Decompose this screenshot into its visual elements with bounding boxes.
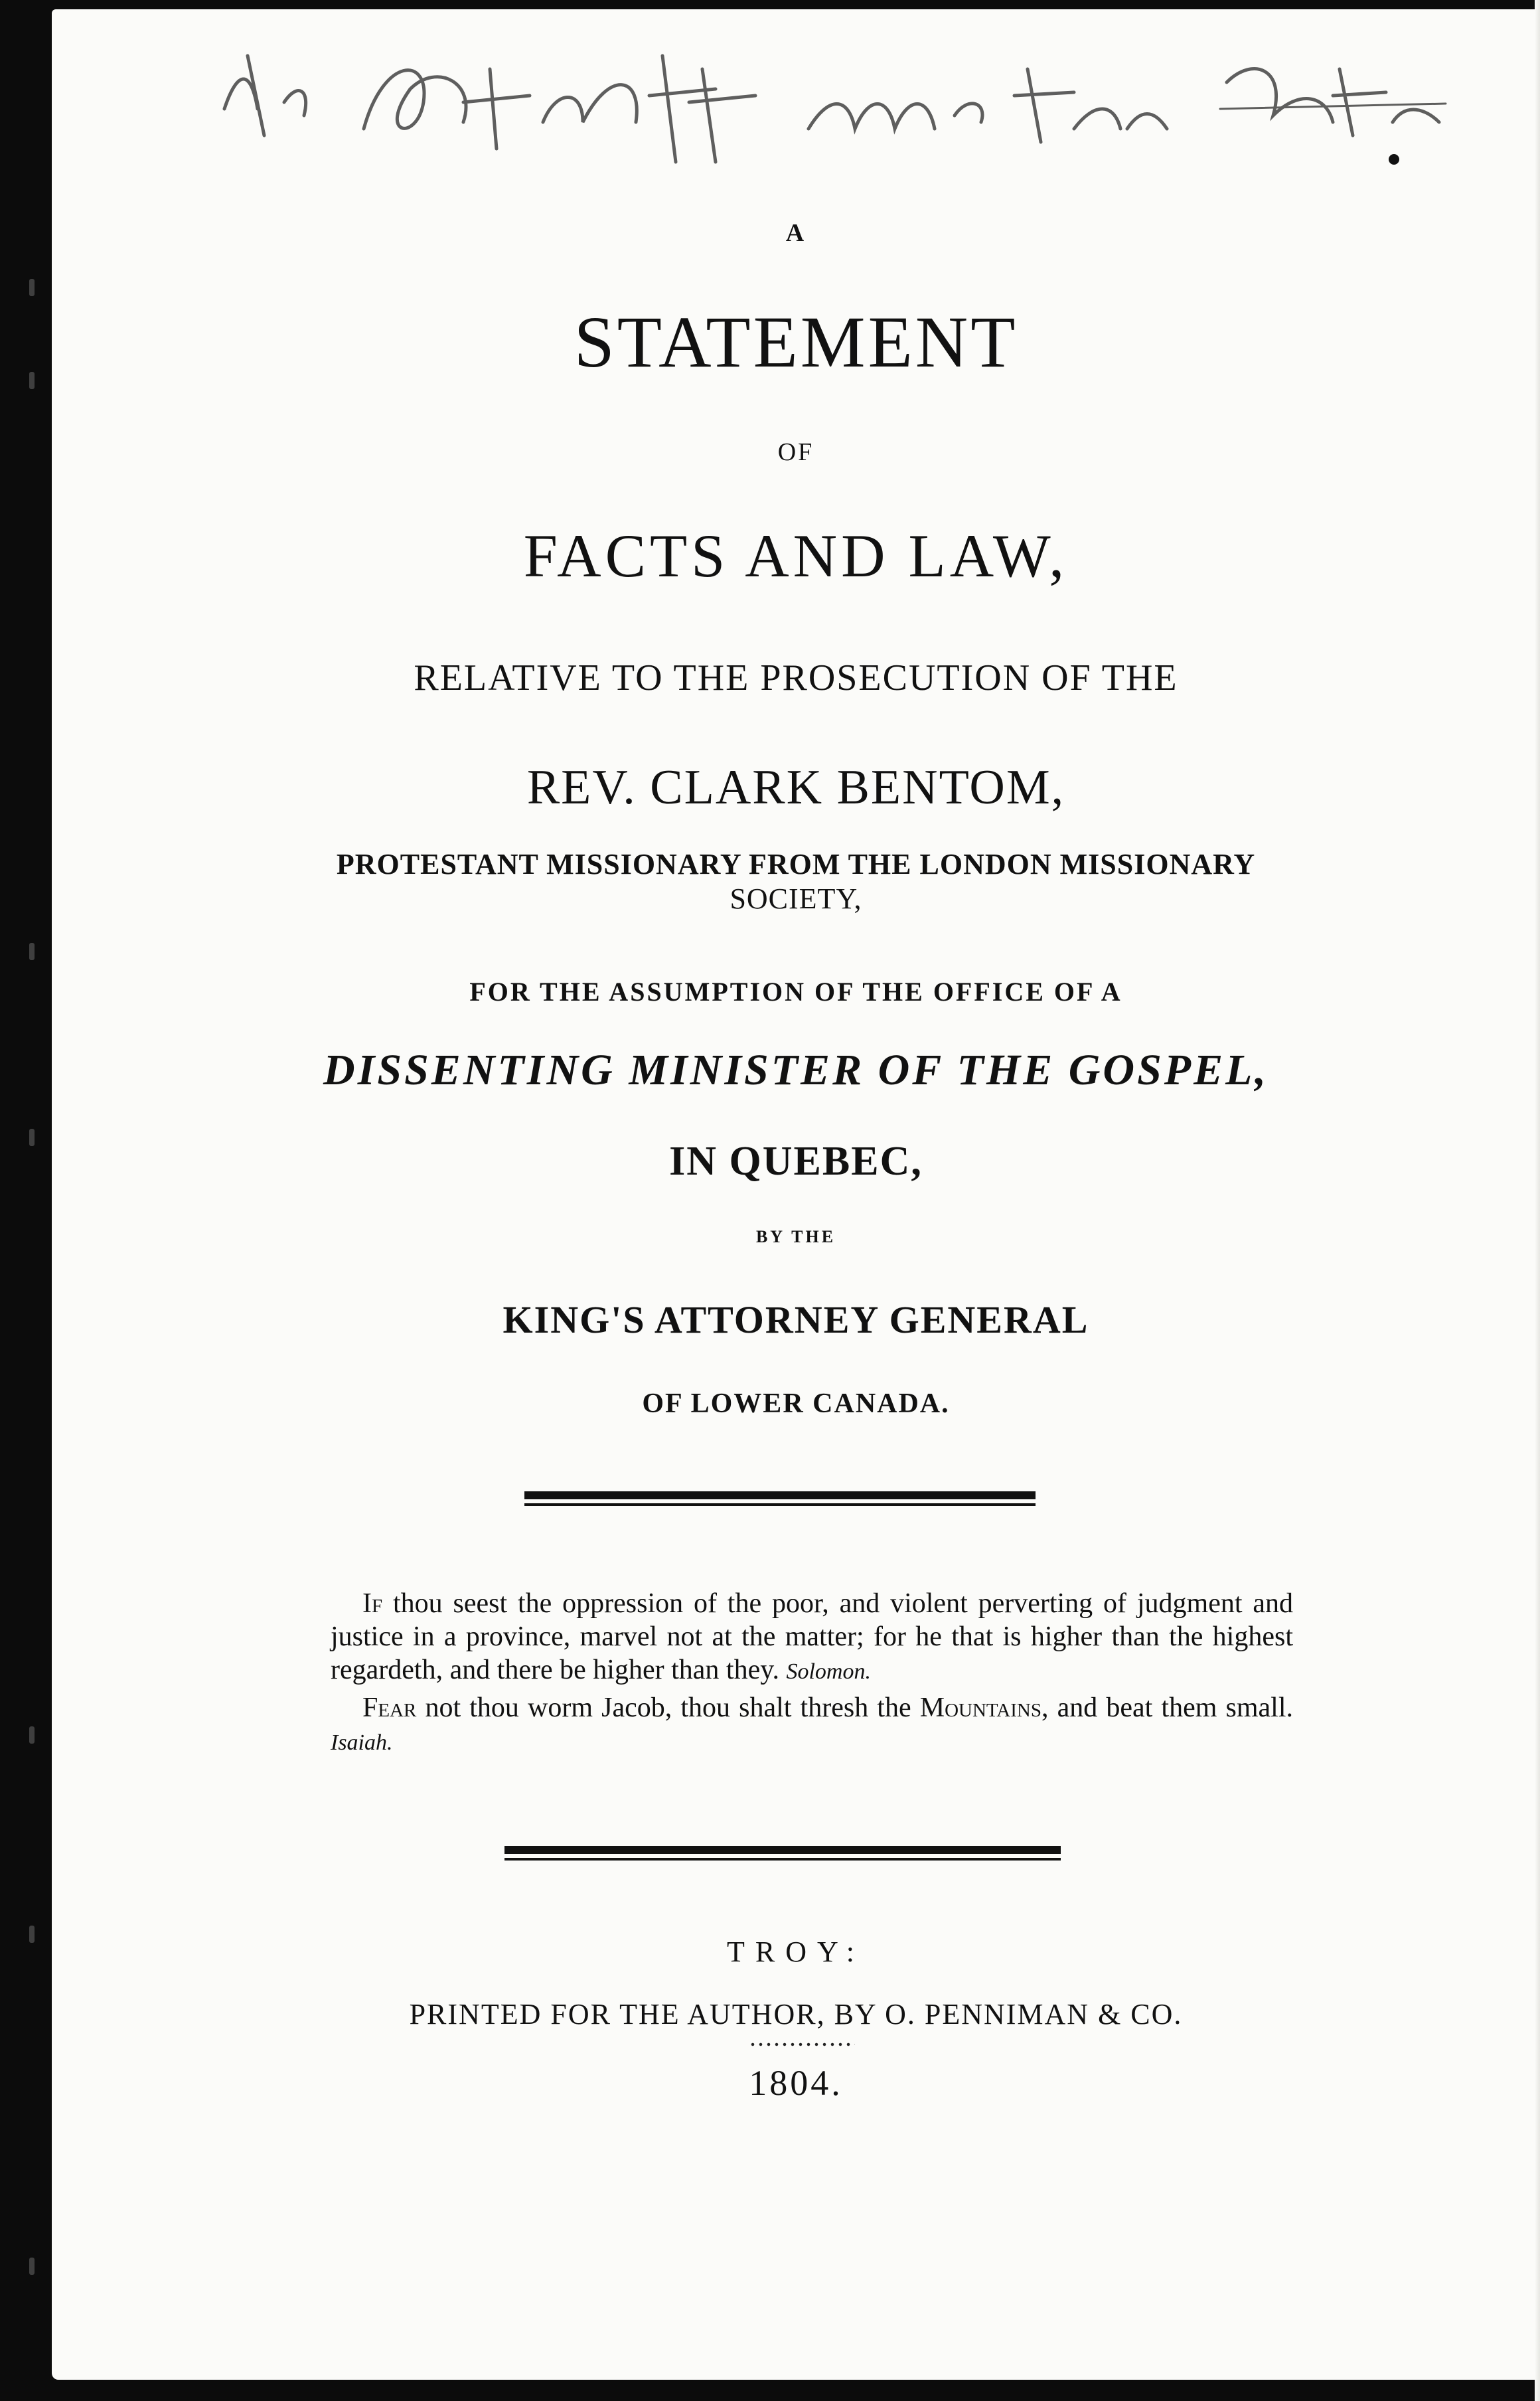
handwritten-inscription — [211, 29, 1459, 189]
epigraph-quote2-b: , and beat them small. — [1041, 1693, 1293, 1723]
title-jurisdiction: OF LOWER CANADA. — [642, 1388, 950, 1419]
title-office: DISSENTING MINISTER OF THE GOSPEL, — [323, 1046, 1269, 1094]
epigraph-isaiah — [331, 1691, 1293, 1760]
title-place: IN QUEBEC, — [669, 1139, 923, 1184]
double-rule-bottom — [504, 1846, 1061, 1861]
title-article: A — [785, 219, 807, 247]
title-main: STATEMENT — [574, 301, 1018, 382]
page-right-edge — [1535, 0, 1540, 2401]
title-page — [52, 9, 1540, 2380]
epigraph-lead-fear: Fear — [362, 1693, 417, 1723]
title-authority: KING'S ATTORNEY GENERAL — [502, 1298, 1089, 1341]
inscription-signature — [211, 29, 1459, 189]
epigraph-quote1: thou seest the oppression of the poor, and violent perverting of judgment and justice in a province, marvel not at the matter; for he that is higher than the highest regardeth, and there be higher than they. — [331, 1588, 1293, 1685]
epigraph — [331, 1587, 1293, 1760]
imprint-city: TROY: — [727, 1936, 865, 1968]
epigraph-lead-if: If — [362, 1588, 383, 1619]
imprint-year: 1804. — [749, 2063, 843, 2103]
imprint-printer: PRINTED FOR THE AUTHOR, BY O. PENNIMAN & CO. — [409, 1998, 1183, 2030]
title-person: REV. CLARK BENTOM, — [526, 760, 1065, 815]
epigraph-quote2-a: not thou worm Jacob, thou shalt thresh the — [416, 1693, 920, 1723]
scan-edge — [0, 0, 52, 2401]
epigraph-source-solomon: Solomon. — [786, 1659, 871, 1684]
title-assumption: FOR THE ASSUMPTION OF THE OFFICE OF A — [469, 977, 1122, 1007]
epigraph-source-isaiah: Isaiah. — [331, 1730, 393, 1755]
epigraph-solomon — [331, 1587, 1293, 1689]
imprint-dotted-rule — [749, 2042, 855, 2046]
double-rule-top — [524, 1491, 1036, 1506]
title-role-line2: SOCIETY, — [730, 882, 862, 915]
epigraph-mountains: Mountains — [919, 1693, 1041, 1723]
title-of: OF — [777, 438, 814, 466]
title-relative: RELATIVE TO THE PROSECUTION OF THE — [414, 657, 1178, 699]
title-by-the: BY THE — [755, 1227, 836, 1246]
title-role-line1: PROTESTANT MISSIONARY FROM THE LONDON MISSIONARY — [336, 848, 1256, 880]
title-subject: FACTS AND LAW, — [523, 522, 1069, 590]
